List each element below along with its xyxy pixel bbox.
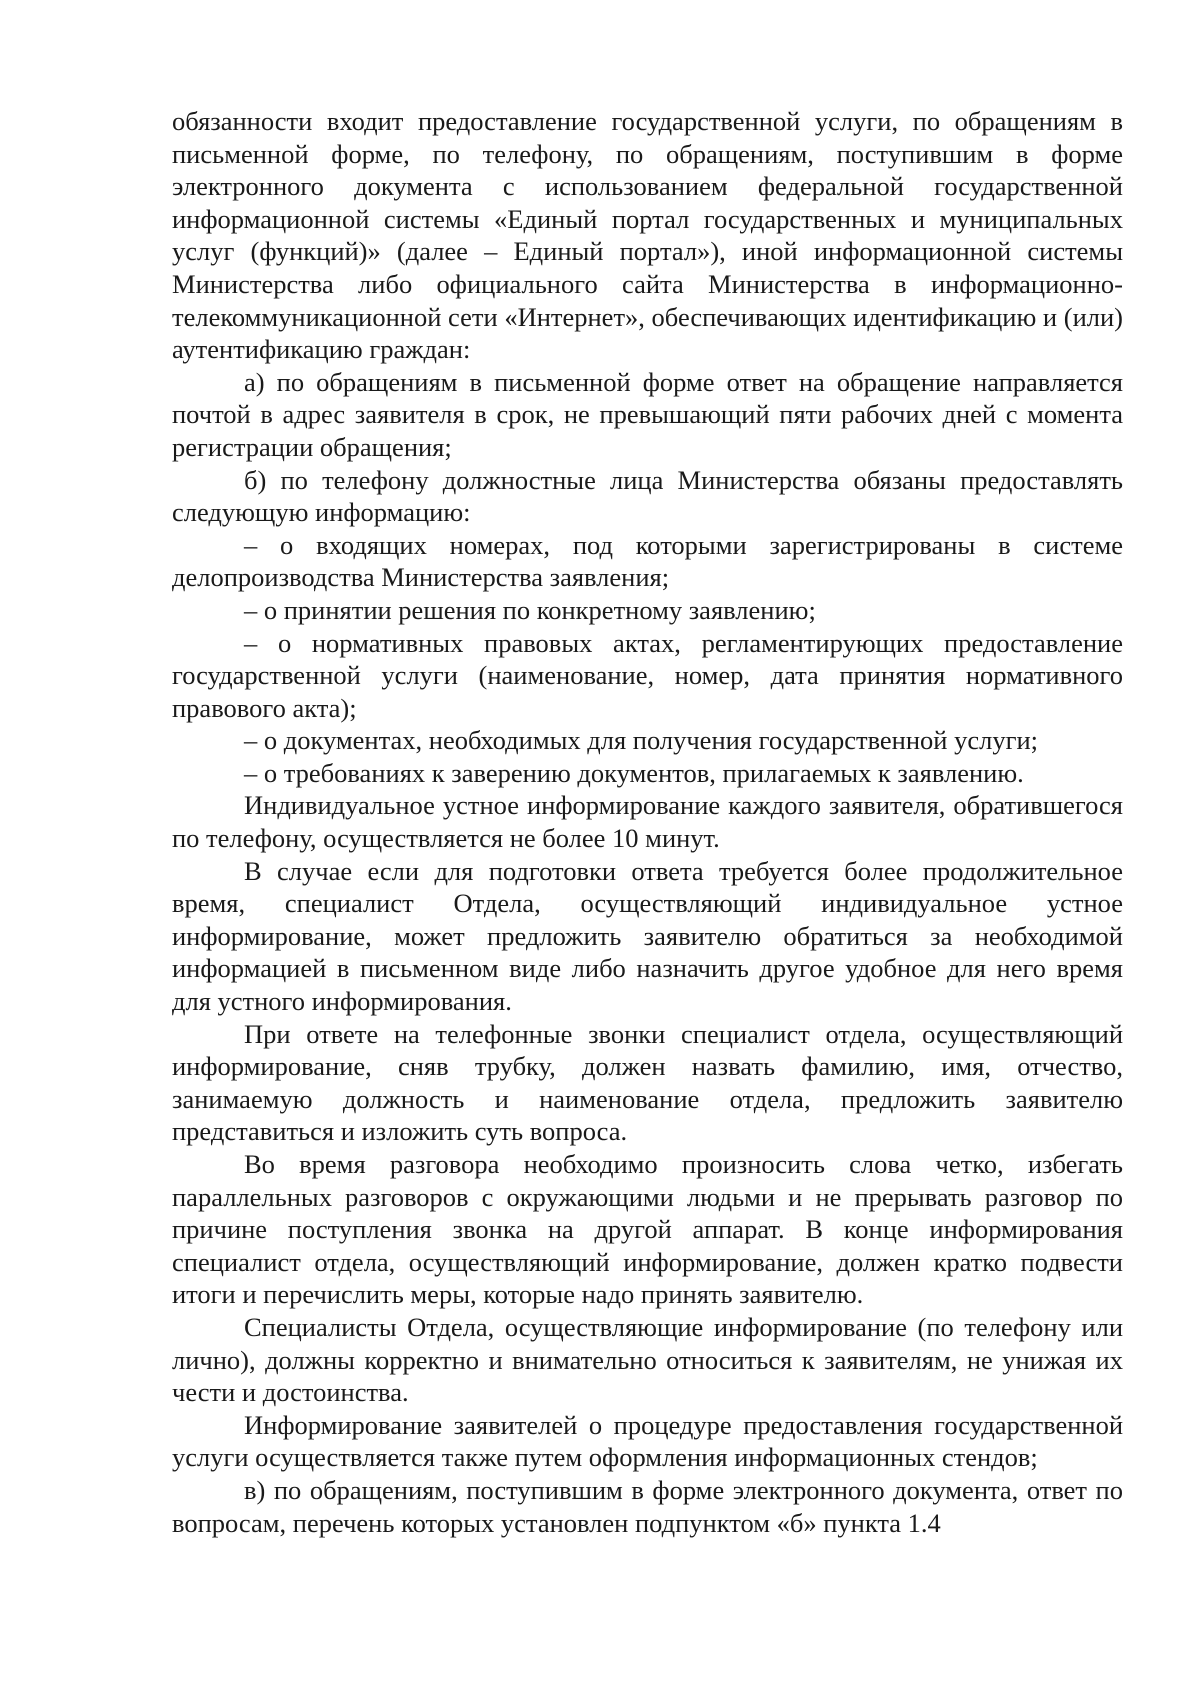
paragraph-phone-calls: При ответе на телефонные звонки специалист отдела, осуществляющий информирование, сняв трубку, должен назвать фамилию, имя, отчество, занимаемую должность и наименование отдела, предложить заявителю представиться и изложить суть вопроса. bbox=[172, 1018, 1123, 1147]
list-item-documents: – о документах, необходимых для получения государственной услуги; bbox=[244, 725, 1039, 756]
document-page bbox=[172, 105, 1123, 1539]
list-item-normative-acts: – о нормативных правовых актах, регламентирующих предоставление государственной услуги (наименование, номер, дата принятия нормативного правового акта); bbox=[172, 627, 1123, 723]
paragraph-info-stands: Информирование заявителей о процедуре предоставления государственной услуги осуществляется также путем оформления информационных стендов; bbox=[172, 1409, 1123, 1473]
list-item-incoming-numbers: – о входящих номерах, под которыми зарегистрированы в системе делопроизводства Министерства заявления; bbox=[172, 529, 1123, 593]
paragraph-continuation: обязанности входит предоставление государственной услуги, по обращениям в письменной форме, по телефону, по обращениям, поступившим в форме электронного документа с использованием федеральной государственной информационной системы «Единый портал государственных и муниципальных услуг (функций)» (далее – Единый портал»), иной информационной системы Министерства либо официального сайта Министерства в информационно-телекоммуникационной сети «Интернет», обеспечивающих идентификацию и (или) аутентификацию граждан: bbox=[172, 106, 1123, 365]
paragraph-oral-informing: Индивидуальное устное информирование каждого заявителя, обратившегося по телефону, осуществляется не более 10 минут. bbox=[172, 790, 1123, 854]
paragraph-conversation: Во время разговора необходимо произносить слова четко, избегать параллельных разговоров с окружающими людьми и не прерывать разговор по причине поступления звонка на другой аппарат. В конце информирования специалист отдела, осуществляющий информирование, должен кратко подвести итоги и перечислить меры, которые надо принять заявителю. bbox=[172, 1149, 1123, 1310]
paragraph-specialists: Специалисты Отдела, осуществляющие информирование (по телефону или лично), должны корректно и внимательно относиться к заявителям, не унижая их чести и достоинства. bbox=[172, 1311, 1123, 1408]
paragraph-longer-answer: В случае если для подготовки ответа требуется более продолжительное время, специалист Отдела, осуществляющий индивидуальное устное информирование, может предложить заявителю обратиться за необходимой информацией в письменном виде либо назначить другое удобное для него время для устного информирования. bbox=[172, 855, 1123, 1017]
list-item-certification: – о требованиях к заверению документов, прилагаемых к заявлению. bbox=[244, 757, 1024, 788]
paragraph-item-a: а) по обращениям в письменной форме ответ на обращение направляется почтой в адрес заявителя в срок, не превышающий пяти рабочих дней с момента регистрации обращения; bbox=[172, 366, 1123, 462]
list-item-decision: – о принятии решения по конкретному заявлению; bbox=[244, 594, 816, 625]
paragraph-item-v: в) по обращениям, поступившим в форме электронного документа, ответ по вопросам, перечень которых установлен подпунктом «б» пункта 1.4 bbox=[172, 1474, 1123, 1538]
paragraph-item-b: б) по телефону должностные лица Министерства обязаны предоставлять следующую информацию: bbox=[172, 464, 1123, 528]
